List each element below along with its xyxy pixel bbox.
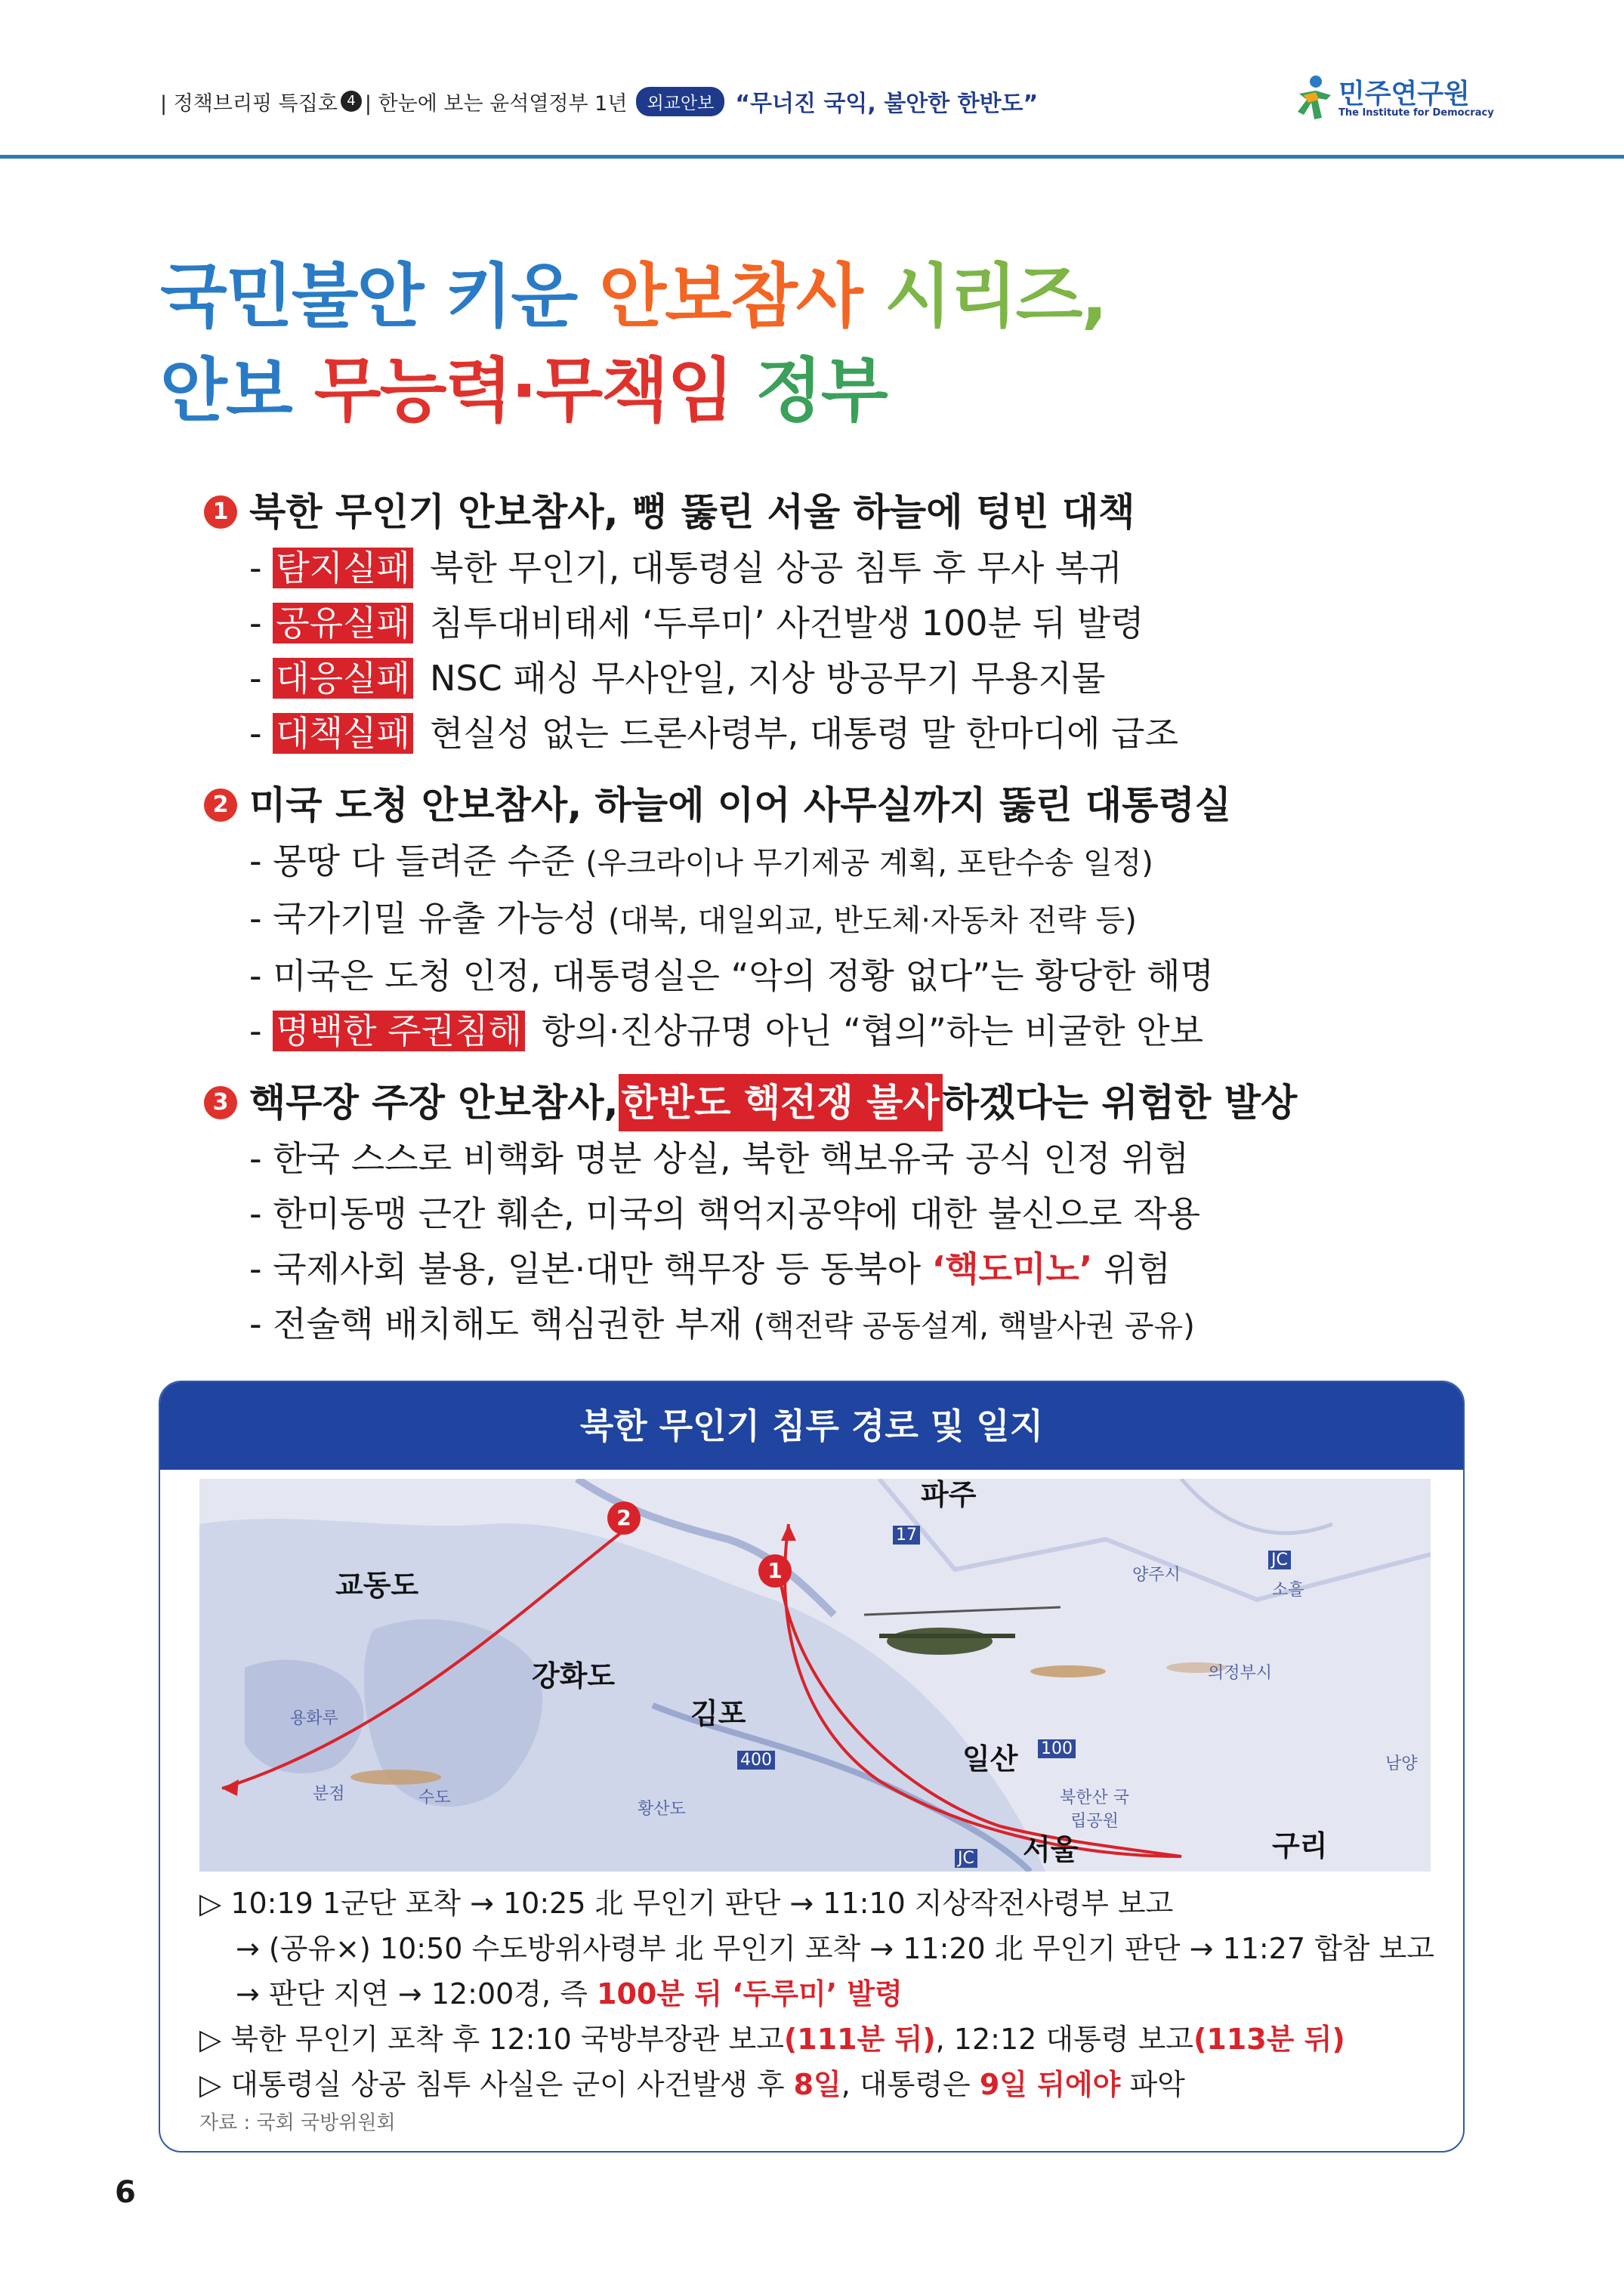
section-2-heading xyxy=(204,776,1450,834)
header-subtitle: | 한눈에 보는 윤석열정부 1년 xyxy=(364,91,628,116)
tl-highlight: 100분 뒤 ‘두루미’ 발령 xyxy=(597,1977,903,2011)
logo-name: 민주연구원 xyxy=(1338,79,1470,110)
map-label-bunjip: 분점 xyxy=(313,1785,345,1804)
tl-text: ▷ 북한 무인기 포착 후 12:10 국방부장관 보고 xyxy=(199,2023,784,2056)
tl-text: , 12:12 대통령 보고 xyxy=(935,2023,1193,2056)
section-3-heading xyxy=(204,1074,1450,1131)
item-text: 몽땅 다 들려준 수준 xyxy=(273,841,575,881)
failure-tag: 공유실패 xyxy=(273,603,413,643)
header-rule xyxy=(0,155,1624,159)
item-text: 침투대비태세 ‘두루미’ 사건발생 100분 뒤 발령 xyxy=(429,603,1144,643)
map-label-soheul: 소흘 xyxy=(1272,1581,1304,1600)
list-item: - 전술핵 배치해도 핵심권한 부재 (핵전략 공동설계, 핵발사권 공유) xyxy=(249,1304,1195,1344)
item-text: NSC 패싱 무사안일, 지상 방공무기 무용지물 xyxy=(429,658,1106,699)
section-number: 2 xyxy=(204,789,237,822)
heading-text: 미국 도청 안보참사, 하늘에 이어 사무실까지 뚫린 대통령실 xyxy=(249,783,1232,827)
list-item: - 탐지실패 북한 무인기, 대통령실 상공 침투 후 무사 복귀 xyxy=(249,548,1122,588)
list-item: - 공유실패 침투대비태세 ‘두루미’ 사건발생 100분 뒤 발령 xyxy=(249,603,1144,643)
item-text: 국가기밀 유출 가능성 xyxy=(273,898,597,939)
map-label-guri: 구리 xyxy=(1272,1829,1328,1862)
page-header xyxy=(0,0,1624,162)
tl-highlight: 8일 xyxy=(793,2068,841,2101)
map-label-ganghwado: 강화도 xyxy=(532,1659,616,1693)
item-text: 국제사회 불용, 일본·대만 핵무장 등 동북아 xyxy=(273,1248,932,1289)
route-shield-17: 17 xyxy=(893,1526,920,1545)
timeline-line xyxy=(199,2017,1446,2062)
map-label-namyang: 남양 xyxy=(1385,1754,1418,1773)
header-breadcrumb xyxy=(160,85,1038,118)
heading-highlight: 한반도 핵전쟁 불사 xyxy=(619,1074,943,1131)
map-label-gimpo: 김포 xyxy=(690,1697,746,1730)
map-label-paju: 파주 xyxy=(921,1479,977,1511)
map-label-susu: 수도 xyxy=(418,1788,451,1807)
tl-text: 10:19 1군단 포착 → 10:25 北 무인기 판단 → 11:10 지상작전사령부 보고 xyxy=(230,1887,1174,1920)
list-item: - 몽땅 다 들려준 수준 (우크라이나 무기제공 계획, 포탄수송 일정) xyxy=(249,841,1153,881)
list-item: - 미국은 도청 인정, 대통령실은 “악의 정황 없다”는 황당한 해명 xyxy=(249,955,1214,996)
list-item: - 대응실패 NSC 패싱 무사안일, 지상 방공무기 무용지물 xyxy=(249,658,1106,699)
timeline-line xyxy=(199,1971,1446,2017)
map-label-yangju: 양주시 xyxy=(1132,1566,1181,1585)
header-quote: “무너진 국익, 불안한 한반도” xyxy=(735,91,1039,117)
title-part: 안보 xyxy=(160,350,314,431)
item-text: 현실성 없는 드론사령부, 대통령 말 한마디에 급조 xyxy=(429,713,1179,754)
section-1-heading xyxy=(204,483,1450,541)
page-number: 6 xyxy=(115,2175,136,2210)
title-part: 시리즈, xyxy=(884,256,1107,337)
timeline-line xyxy=(199,1881,1446,1926)
timeline-line xyxy=(199,2062,1446,2107)
tl-text: ▷ 대통령실 상공 침투 사실은 군이 사건발생 후 xyxy=(199,2068,794,2101)
map-jc-marker: JC xyxy=(955,1849,977,1868)
failure-tag: 대응실패 xyxy=(273,658,413,699)
title-part: 안보참사 xyxy=(599,256,885,337)
map-label-bukhansan: 북한산 국립공원 xyxy=(1059,1788,1129,1831)
route-shield-400: 400 xyxy=(737,1751,775,1770)
institute-logo xyxy=(1293,73,1494,133)
item-text: 한국 스스로 비핵화 명분 상실, 북한 핵보유국 공식 인정 위험 xyxy=(273,1138,1189,1179)
issue-number-badge: 4 xyxy=(341,91,362,112)
item-note: (우크라이나 무기제공 계획, 포탄수송 일정) xyxy=(585,846,1153,881)
tl-text: , 대통령은 xyxy=(841,2068,980,2101)
failure-tag: 명백한 주권침해 xyxy=(273,1011,525,1051)
logo-figure-icon xyxy=(1293,73,1335,125)
timeline xyxy=(199,1881,1446,2107)
title-line-1 xyxy=(160,249,1106,344)
source-note: 자료 : 국회 국방위원회 xyxy=(199,2112,396,2134)
map-label-hwangsando: 황산도 xyxy=(638,1800,686,1819)
item-text: 항의·진상규명 아닌 “협의”하는 비굴한 안보 xyxy=(541,1011,1204,1051)
item-text: 북한 무인기, 대통령실 상공 침투 후 무사 복귀 xyxy=(429,548,1122,588)
item-note: (대북, 대일외교, 반도체·자동차 전략 등) xyxy=(608,903,1137,938)
title-line-2 xyxy=(160,344,1106,438)
route-map xyxy=(199,1479,1431,1872)
sections xyxy=(204,483,1450,1354)
tl-highlight: 9일 뒤에야 xyxy=(979,2068,1121,2101)
item-text: 전술핵 배치해도 핵심권한 부재 xyxy=(273,1304,754,1344)
item-text: 위험 xyxy=(1092,1248,1171,1289)
list-item: - 대책실패 현실성 없는 드론사령부, 대통령 말 한마디에 급조 xyxy=(249,713,1179,754)
section-number: 3 xyxy=(204,1086,237,1119)
route-1-badge: 1 xyxy=(758,1554,792,1588)
title-part: 국민불안 키운 xyxy=(160,256,600,337)
list-item: - 국가기밀 유출 가능성 (대북, 대일외교, 반도체·자동차 전략 등) xyxy=(249,898,1137,939)
tl-prefix: → xyxy=(236,1932,269,1965)
map-label-ilsan: 일산 xyxy=(962,1742,1018,1776)
tl-highlight: (113분 뒤) xyxy=(1193,2023,1345,2056)
tl-prefix: ▷ xyxy=(199,1887,231,1920)
heading-text: 하겠다는 위험한 발상 xyxy=(942,1081,1298,1125)
heading-text: 북한 무인기 안보참사, 뻥 뚫린 서울 하늘에 텅빈 대책 xyxy=(249,490,1135,534)
title-part: 무능력·무책임 xyxy=(313,350,755,431)
title-part: 정부 xyxy=(755,350,887,431)
infobox xyxy=(159,1381,1465,2153)
section-number: 1 xyxy=(204,495,237,529)
list-item: - 명백한 주권침해 항의·진상규명 아닌 “협의”하는 비굴한 안보 xyxy=(249,1011,1204,1051)
route-shield-100: 100 xyxy=(1038,1739,1076,1758)
list-item: - 국제사회 불용, 일본·대만 핵무장 등 동북아 ‘핵도미노’ 위험 xyxy=(249,1248,1171,1289)
infobox-heading: 북한 무인기 침투 경로 및 일지 xyxy=(160,1382,1463,1470)
item-note: (핵전략 공동설계, 핵발사권 공유) xyxy=(753,1309,1195,1344)
tl-text: 파악 xyxy=(1120,2068,1185,2101)
header-series: | 정책브리핑 특집호 xyxy=(160,91,338,116)
failure-tag: 탐지실패 xyxy=(273,548,413,588)
item-text: 한미동맹 근간 훼손, 미국의 핵억지공약에 대한 불신으로 작용 xyxy=(273,1193,1201,1234)
map-label-uijeongbu: 의정부시 xyxy=(1208,1664,1273,1683)
route-2-badge: 2 xyxy=(607,1501,641,1535)
map-jc-marker: JC xyxy=(1268,1551,1291,1569)
page-title xyxy=(160,249,1106,438)
list-item: - 한미동맹 근간 훼손, 미국의 핵억지공약에 대한 불신으로 작용 xyxy=(249,1193,1201,1234)
tl-text: → 판단 지연 → 12:00경, 즉 xyxy=(236,1977,597,2011)
map-label-yonghwaru: 용화루 xyxy=(290,1709,338,1728)
map-label-seoul: 서울 xyxy=(1023,1833,1079,1866)
tl-text: (공유×) 10:50 수도방위사령부 北 무인기 포착 → 11:20 北 무인기 판단 → 11:27 합참 보고 xyxy=(268,1932,1435,1965)
failure-tag: 대책실패 xyxy=(273,713,413,754)
item-text: 미국은 도청 인정, 대통령실은 “악의 정황 없다”는 황당한 해명 xyxy=(273,955,1214,996)
tl-highlight: (111분 뒤) xyxy=(783,2023,936,2056)
logo-subtitle: The Institute for Democracy xyxy=(1338,107,1494,119)
item-highlight: ‘핵도미노’ xyxy=(931,1248,1093,1289)
category-badge: 외교안보 xyxy=(636,87,724,116)
map-label-gyodongdo: 교동도 xyxy=(335,1569,419,1602)
list-item: - 한국 스스로 비핵화 명분 상실, 북한 핵보유국 공식 인정 위험 xyxy=(249,1138,1189,1179)
heading-text: 핵무장 주장 안보참사, xyxy=(249,1081,619,1125)
timeline-line xyxy=(199,1926,1446,1971)
